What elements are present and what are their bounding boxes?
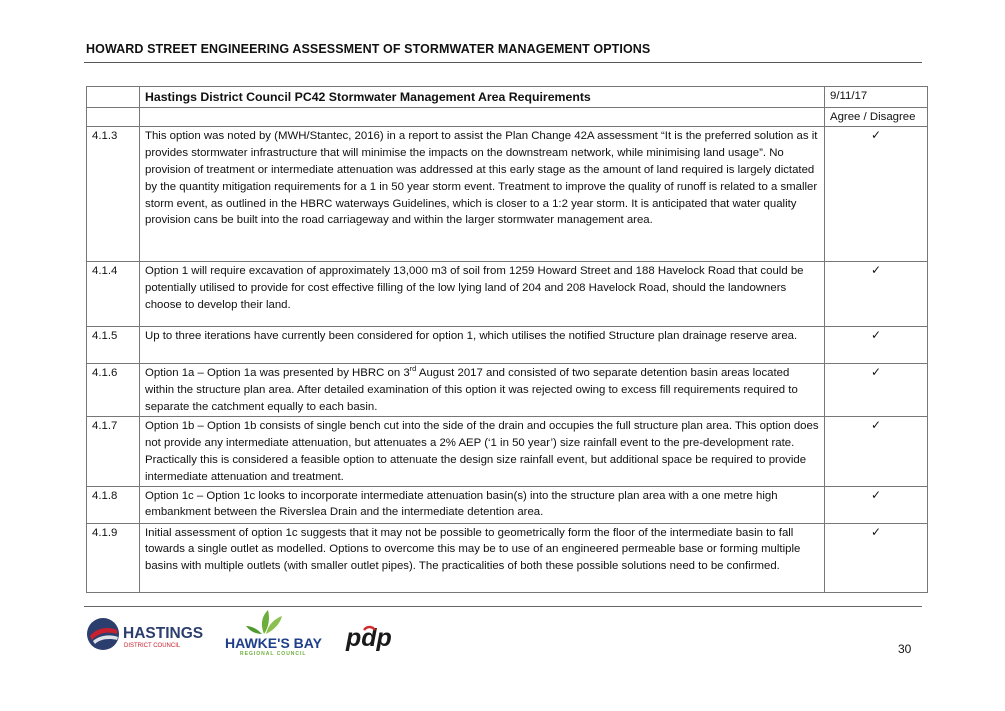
table-subheader-row <box>87 108 928 127</box>
clause-number: 4.1.9 <box>87 523 140 592</box>
clause-text: Option 1 will require excavation of approximately 13,000 m3 of soil from 1259 Howard Street and 188 Havelock Road that could be potentially utilised to provide for cost effective filling of the low lying land of 204 and 208 Havelock Road, should the landowners choose to develop their land. <box>140 261 825 326</box>
table-row <box>87 326 928 363</box>
clause-text <box>140 363 825 416</box>
hawkes-bay-logo-sub: REGIONAL COUNCIL <box>240 651 307 656</box>
clause-number: 4.1.8 <box>87 486 140 523</box>
empty-subheader-cell <box>87 108 140 127</box>
agree-tick: ✓ <box>825 416 928 486</box>
table-row <box>87 363 928 416</box>
clause-text: Up to three iterations have currently been considered for option 1, which utilises the notified Structure plan drainage reserve area. <box>140 326 825 363</box>
table-title-row <box>87 87 928 108</box>
leaf-icon <box>246 610 282 634</box>
header-rule <box>84 62 922 63</box>
clause-number: 4.1.7 <box>87 416 140 486</box>
table-title: Hastings District Council PC42 Stormwater Management Area Requirements <box>140 87 825 108</box>
document-header: HOWARD STREET ENGINEERING ASSESSMENT OF STORMWATER MANAGEMENT OPTIONS <box>86 42 651 56</box>
hastings-district-council-logo <box>86 614 208 654</box>
agree-tick: ✓ <box>825 126 928 261</box>
hawkes-bay-regional-council-logo <box>224 608 328 656</box>
clause-number: 4.1.3 <box>87 126 140 261</box>
table-row <box>87 523 928 592</box>
table-row <box>87 486 928 523</box>
agree-tick: ✓ <box>825 326 928 363</box>
agree-tick: ✓ <box>825 486 928 523</box>
clause-text-part: Option 1a – Option 1a was presented by HBRC on 3 <box>145 366 410 379</box>
hastings-logo-name: HASTINGS <box>123 625 204 642</box>
agree-tick: ✓ <box>825 363 928 416</box>
empty-header-cell <box>87 87 140 108</box>
agree-disagree-header: Agree / Disagree <box>825 108 928 127</box>
table-row <box>87 416 928 486</box>
clause-text: Option 1b – Option 1b consists of single bench cut into the side of the drain and occupies the full structure plan area. This option does not provide any intermediate attenuation, but attenuates a 2% AEP (‘1 in 50 year’) size rainfall event to the pre-development rate. Practically this is considered a feasible option to attenuate the design size rainfall event, but additional space be required to provide intermediate attenuation and treatment. <box>140 416 825 486</box>
hastings-logo-sub: DISTRICT COUNCIL <box>124 643 181 649</box>
clause-number: 4.1.4 <box>87 261 140 326</box>
empty-subheader-cell <box>140 108 825 127</box>
clause-text-part: August 2017 and consisted of two separate detention basin areas located within the structure plan area. After detailed examination of this option it was rejected owing to excess fill requirements required to separate the catchment equally to each basin. <box>145 366 798 413</box>
footer-rule <box>84 606 922 607</box>
pdp-logo <box>345 620 399 656</box>
page-number: 30 <box>898 642 912 656</box>
table-date: 9/11/17 <box>825 87 928 108</box>
table-row <box>87 261 928 326</box>
clause-number: 4.1.6 <box>87 363 140 416</box>
table-row <box>87 126 928 261</box>
clause-text: Option 1c – Option 1c looks to incorporate intermediate attenuation basin(s) into the structure plan area with a one metre high embankment between the Riverslea Drain and the intermediate detention area. <box>140 486 825 523</box>
clause-text: This option was noted by (MWH/Stantec, 2016) in a report to assist the Plan Change 42A assessment “It is the preferred solution as it provides stormwater infrastructure that will minimise the impacts on the downstream network, while minimising land usage”. No provision of treatment or intermediate attenuation was addressed at this early stage as the amount of land required is largely dictated by the quantity mitigation requirements for a 1 in 50 year storm event. Treatment to improve the quality of runoff is related to a smaller storm event, as outlined in the HBRC waterways Guidelines, which is closer to a 1:2 year storm. It is anticipated that water quality provision cans be built into the road carriageway and within the larger stormwater management area. <box>140 126 825 261</box>
ordinal-superscript: rd <box>409 364 417 374</box>
hawkes-bay-logo-name: HAWKE'S BAY <box>225 635 322 651</box>
clause-text: Initial assessment of option 1c suggests that it may not be possible to geometrically form the floor of the intermediate basin to fall towards a single outlet as modelled. Options to overcome this may be to use of an engineered permeable base or forming multiple basins with multiple outlets (with smaller outlet pipes). The practicalities of both these possible solutions need to be confirmed. <box>140 523 825 592</box>
agree-tick: ✓ <box>825 261 928 326</box>
requirements-table <box>86 86 928 593</box>
pdp-logo-name: pdp <box>346 624 392 652</box>
clause-number: 4.1.5 <box>87 326 140 363</box>
agree-tick: ✓ <box>825 523 928 592</box>
